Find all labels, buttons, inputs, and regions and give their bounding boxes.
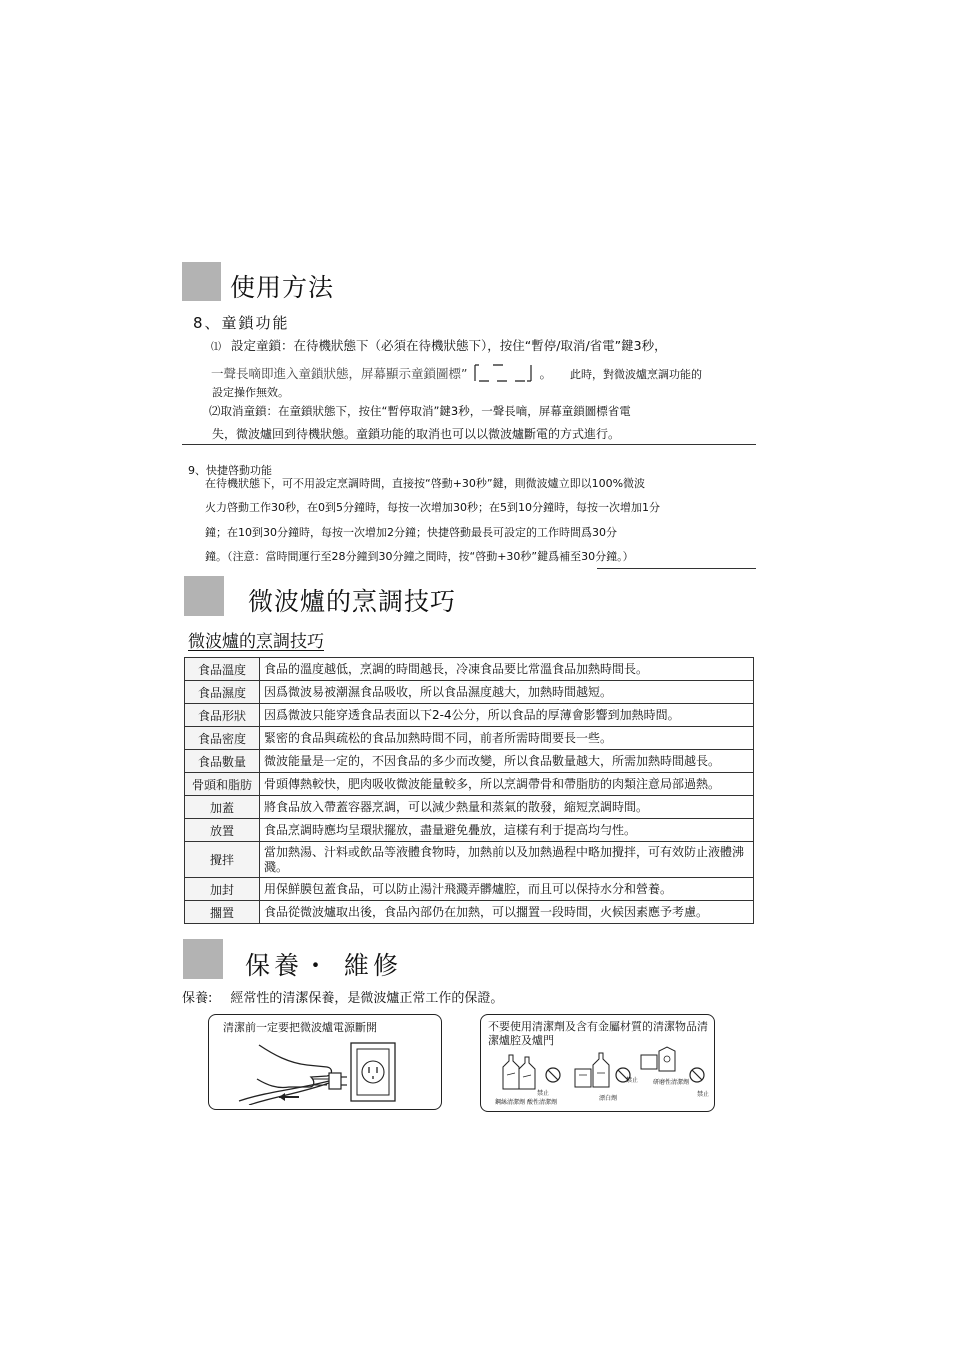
tips-row [185,727,754,750]
tips-row-value: 食品的溫度越低，烹調的時間越長，冷凍食品要比常溫食品加熱時間長。 [260,658,754,681]
tips-row-value: 食品烹調時應均呈環狀擺放，盡量避免疊放，這樣有利于提高均勻性。 [260,819,754,842]
tips-row [185,750,754,773]
tips-row-key: 擱置 [185,901,260,924]
tips-row [185,819,754,842]
tips-row-key: 骨頭和脂肪 [185,773,260,796]
tips-row [185,901,754,924]
tips-row-value: 骨頭傳熱較快，肥肉吸收微波能量較多，所以烹調帶骨和帶脂肪的肉類注意局部過熱。 [260,773,754,796]
tips-row [185,878,754,901]
tips-row-key: 加蓋 [185,796,260,819]
tips-row-key: 食品數量 [185,750,260,773]
item8-heading: 8、童鎖功能 [193,314,290,332]
tips-row-value: 因爲微波易被潮濕食品吸收，所以食品濕度越大，加熱時間越短。 [260,681,754,704]
tips-row-value: 將食品放入帶蓋容器烹調，可以減少熱量和蒸氣的散發，縮短烹調時間。 [260,796,754,819]
panel-no-detergent-text: 不要使用清潔劑及含有金屬材質的清潔物品清潔爐腔及爐門 [488,1020,708,1047]
item8-p1-line2a: 一聲長嘀即進入童鎖狀態，屏幕顯示童鎖圖標” [211,366,468,381]
tips-row-value: 緊密的食品與疏松的食品加熱時間不同，前者所需時間要長一些。 [260,727,754,750]
tips-row-key: 食品密度 [185,727,260,750]
label-forbid-1: 禁止 [537,1090,550,1097]
tips-row-value: 微波能量是一定的，不因食品的多少而改變，所以食品數量越大，所需加熱時間越長。 [260,750,754,773]
item8-p1-line1 [211,336,667,354]
tips-row [185,842,754,878]
divider-2 [597,568,756,569]
tips-row-key: 攪拌 [185,842,260,878]
label-abrasive: 研磨性清潔劑 [653,1079,690,1086]
tips-row [185,681,754,704]
item8-p2-line1: ⑵取消童鎖：在童鎖狀態下，按住“暫停取消”鍵3秒，一聲長嘀，屏幕童鎖圖標省電 [209,404,631,418]
label-acid-cleaner: 酸性清潔劑 [527,1099,558,1106]
label-forbid-2: 禁止 [626,1077,639,1084]
tips-row [185,658,754,681]
item8-p1-line2c: 此時，對微波爐烹調功能的 [569,368,702,381]
section-title-maintenance: 保養・ 維修 [245,951,402,980]
tips-row-key: 食品形狀 [185,704,260,727]
divider-1 [182,444,756,445]
label-steel-wool: 鋼絲清潔劑 [495,1099,526,1106]
section-title-usage: 使用方法 [230,273,335,302]
tips-row-key: 食品濕度 [185,681,260,704]
care-text: 經常性的清潔保養，是微波爐正常工作的保證。 [230,991,504,1006]
item8-p2-line2: 失，微波爐回到待機狀態。童鎖功能的取消也可以以微波爐斷電的方式進行。 [212,427,621,441]
section-marker-cooking-tips [184,576,224,616]
item8-p1-line2b: 。 [539,366,552,381]
panel-unplug [208,1014,442,1110]
item9-line1: 在待機狀態下，可不用設定烹調時間，直接按“啓動+30秒”鍵，則微波爐立即以100%微波 [205,477,646,490]
tips-row [185,796,754,819]
panel-unplug-text: 清潔前一定要把微波爐電源斷開 [223,1021,377,1034]
panel-no-detergent [480,1014,715,1112]
tips-row-key: 加封 [185,878,260,901]
tips-row [185,773,754,796]
item8-p1-marker: ⑴ [211,342,221,353]
tips-row-value: 當加熱湯、汁料或飲品等液體食物時，加熱前以及加熱過程中略加攪拌，可有效防止液體沸濺。 [260,842,754,878]
cleaning-agents-illustration-icon [495,1045,709,1095]
item8-p1-line1-text: 設定童鎖：在待機狀態下（必須在待機狀態下），按住“暫停/取消/省電”鍵3秒， [231,338,667,353]
care-label: 保養: [182,991,213,1006]
cooking-tips-subtitle: 微波爐的烹調技巧 [188,632,324,652]
section-marker-maintenance [183,939,223,979]
tips-row [185,704,754,727]
child-lock-icon [471,361,535,388]
section-title-cooking-tips: 微波爐的烹調技巧 [248,587,457,616]
item8-p1-line3: 設定操作無效。 [212,386,289,399]
item9-heading: 9、快捷啓動功能 [188,464,272,477]
label-forbid-3: 禁止 [697,1091,710,1098]
label-bleach: 漂白劑 [599,1095,618,1102]
section-marker-usage [182,262,221,301]
tips-row-key: 放置 [185,819,260,842]
unplug-illustration-icon [229,1035,429,1105]
cooking-tips-table [184,657,754,924]
care-line [182,987,503,1006]
item9-line4: 鐘。（注意：當時間運行至28分鐘到30分鐘之間時，按“啓動+30秒”鍵爲補至30分鐘。） [205,550,634,563]
tips-row-value: 食品從微波爐取出後，食品內部仍在加熱，可以擱置一段時間，火候因素應予考慮。 [260,901,754,924]
item9-line2: 火力啓動工作30秒，在0到5分鐘時，每按一次增加30秒；在5到10分鐘時，每按一次增加1分 [205,501,660,514]
tips-row-value: 因爲微波只能穿透食品表面以下2-4公分，所以食品的厚薄會影響到加熱時間。 [260,704,754,727]
tips-row-key: 食品溫度 [185,658,260,681]
tips-row-value: 用保鮮膜包蓋食品，可以防止湯汁飛濺弄髒爐腔，而且可以保持水分和營養。 [260,878,754,901]
item9-line3: 鐘；在10到30分鐘時，每按一次增加2分鐘；快捷啓動最長可設定的工作時間爲30分 [205,526,617,539]
